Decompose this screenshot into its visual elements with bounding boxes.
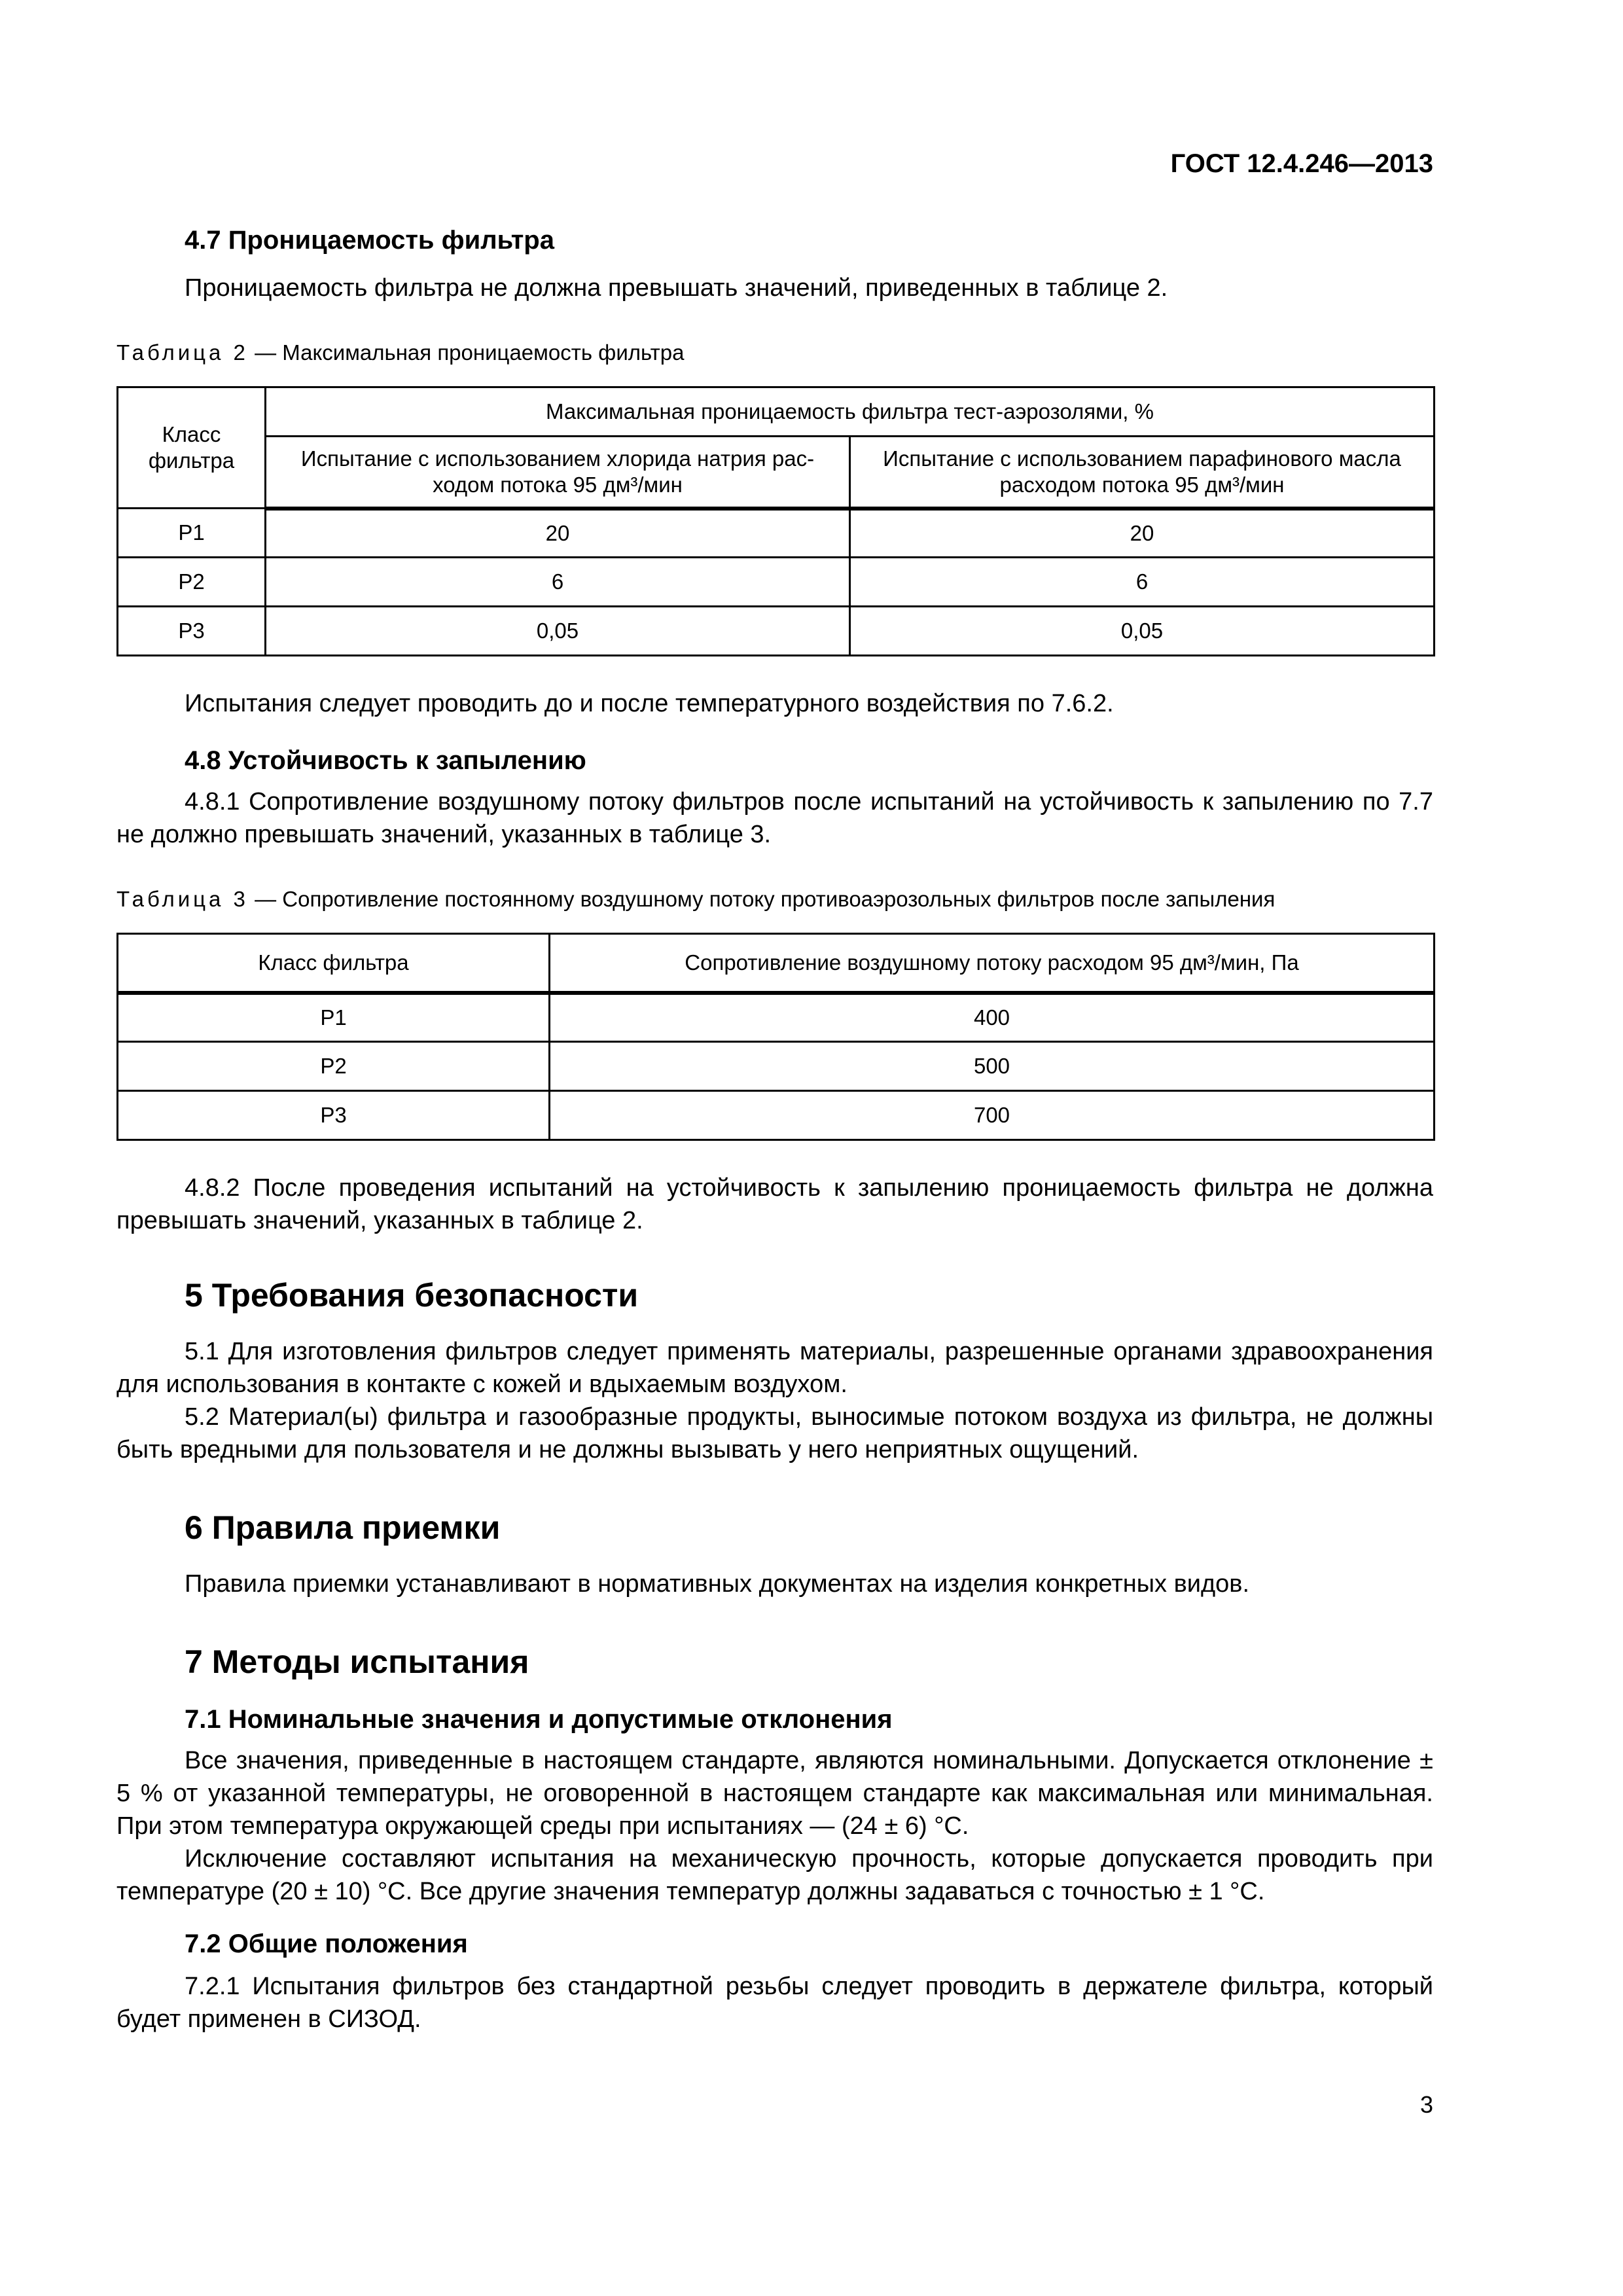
section-4-7-after-table: Испытания следует проводить до и после температурного воздействия по 7.6.2.: [185, 690, 1114, 717]
section-4-7-intro: Проницаемость фильтра не должна превышать значений, приведенных в таблице 2.: [185, 274, 1168, 302]
section-7-1-para-2: Исключение составляют испытания на механическую прочность, которые допускается проводить при температуре (20 ± 10) °С. Все другие значения температур должны задаваться с точностью ± 1 °С.: [116, 1845, 1433, 1905]
table-2-cell-nacl: 20: [266, 509, 850, 558]
table-3-cell-class: P2: [118, 1042, 550, 1091]
section-7-1-heading: 7.1 Номинальные значения и допустимые отклонения: [185, 1705, 893, 1734]
table-2-cell-class: P3: [118, 607, 266, 656]
table-3-cell-class: P3: [118, 1091, 550, 1140]
table-2-caption-text: — Максимальная проницаемость фильтра: [248, 340, 685, 365]
section-4-8-2: 4.8.2 После проведения испытаний на устойчивость к запылению проницаемость фильтра не должна превышать значений, указанных в таблице 2.: [116, 1174, 1433, 1234]
table-3-cell-value: 700: [550, 1091, 1435, 1140]
table-row: [118, 993, 1435, 1042]
table-3-cell-class: P1: [118, 993, 550, 1042]
table-2-cell-paraffin: 0,05: [850, 607, 1435, 656]
table-2-col-nacl: Испытание с использованием хлорида натрия рас-ходом потока 95 дм³/мин: [266, 437, 850, 509]
table-row: [118, 1091, 1435, 1140]
section-7-2-heading: 7.2 Общие положения: [185, 1929, 468, 1958]
section-4-8-heading: 4.8 Устойчивость к запылению: [185, 746, 586, 775]
section-6-text: Правила приемки устанавливают в нормативных документах на изделия конкретных видов.: [185, 1570, 1250, 1598]
table-3-cell-value: 400: [550, 993, 1435, 1042]
page-number: 3: [1419, 2091, 1433, 2118]
table-row: [118, 1042, 1435, 1091]
section-7-1-para-1: Все значения, приведенные в настоящем стандарте, являются номинальными. Допускается отклонение ± 5 % от указанной температуры, не оговоренной в настоящем стандарте как максимальная или минимальная. При этом температура окружающей среды при испытаниях — (24 ± 6) °С.: [116, 1747, 1433, 1840]
table-row: [118, 607, 1435, 656]
table-3-col-resistance: Сопротивление воздушному потоку расходом 95 дм³/мин, Па: [550, 934, 1435, 993]
table-2-col-group: Максимальная проницаемость фильтра тест-аэрозолями, %: [266, 387, 1435, 437]
table-2-caption: [116, 340, 684, 365]
table-3-col-class: Класс фильтра: [118, 934, 550, 993]
section-7-2-1: 7.2.1 Испытания фильтров без стандартной резьбы следует проводить в держателе фильтра, который будет применен в СИЗОД.: [116, 1973, 1433, 2033]
table-3: [116, 933, 1435, 1141]
table-3-caption-prefix: Таблица 3: [116, 887, 249, 911]
table-3-cell-value: 500: [550, 1042, 1435, 1091]
table-2-col-paraffin: Испытание с использованием парафинового масла расходом потока 95 дм³/мин: [850, 437, 1435, 509]
table-2-cell-nacl: 0,05: [266, 607, 850, 656]
table-2-cell-paraffin: 6: [850, 558, 1435, 607]
table-3-caption: [116, 887, 1275, 912]
table-3-caption-text: — Сопротивление постоянному воздушному потоку противоаэрозольных фильтров после запыления: [248, 887, 1275, 911]
section-5-heading: 5 Требования безопасности: [185, 1277, 639, 1314]
section-4-8-1: 4.8.1 Сопротивление воздушному потоку фильтров после испытаний на устойчивость к запылению по 7.7 не должно превышать значений, указанных в таблице 3.: [116, 788, 1433, 848]
section-5-2: 5.2 Материал(ы) фильтра и газообразные продукты, выносимые потоком воздуха из фильтра, не должны быть вредными для пользователя и не должны вызывать у него неприятных ощущений.: [116, 1403, 1433, 1463]
standard-number: ГОСТ 12.4.246—2013: [1170, 149, 1433, 178]
section-4-7-heading: 4.7 Проницаемость фильтра: [185, 226, 554, 255]
table-2-cell-class: P1: [118, 509, 266, 558]
section-6-heading: 6 Правила приемки: [185, 1509, 501, 1546]
table-row: [118, 558, 1435, 607]
table-row: [118, 509, 1435, 558]
table-2-cell-paraffin: 20: [850, 509, 1435, 558]
table-2-cell-class: P2: [118, 558, 266, 607]
table-2: [116, 386, 1435, 656]
table-2-caption-prefix: Таблица 2: [116, 340, 249, 365]
table-2-col-class: Класс фильтра: [118, 387, 266, 509]
section-5-1: 5.1 Для изготовления фильтров следует применять материалы, разрешенные органами здравоохранения для использования в контакте с кожей и вдыхаемым воздухом.: [116, 1338, 1433, 1398]
table-2-cell-nacl: 6: [266, 558, 850, 607]
section-7-heading: 7 Методы испытания: [185, 1643, 529, 1680]
